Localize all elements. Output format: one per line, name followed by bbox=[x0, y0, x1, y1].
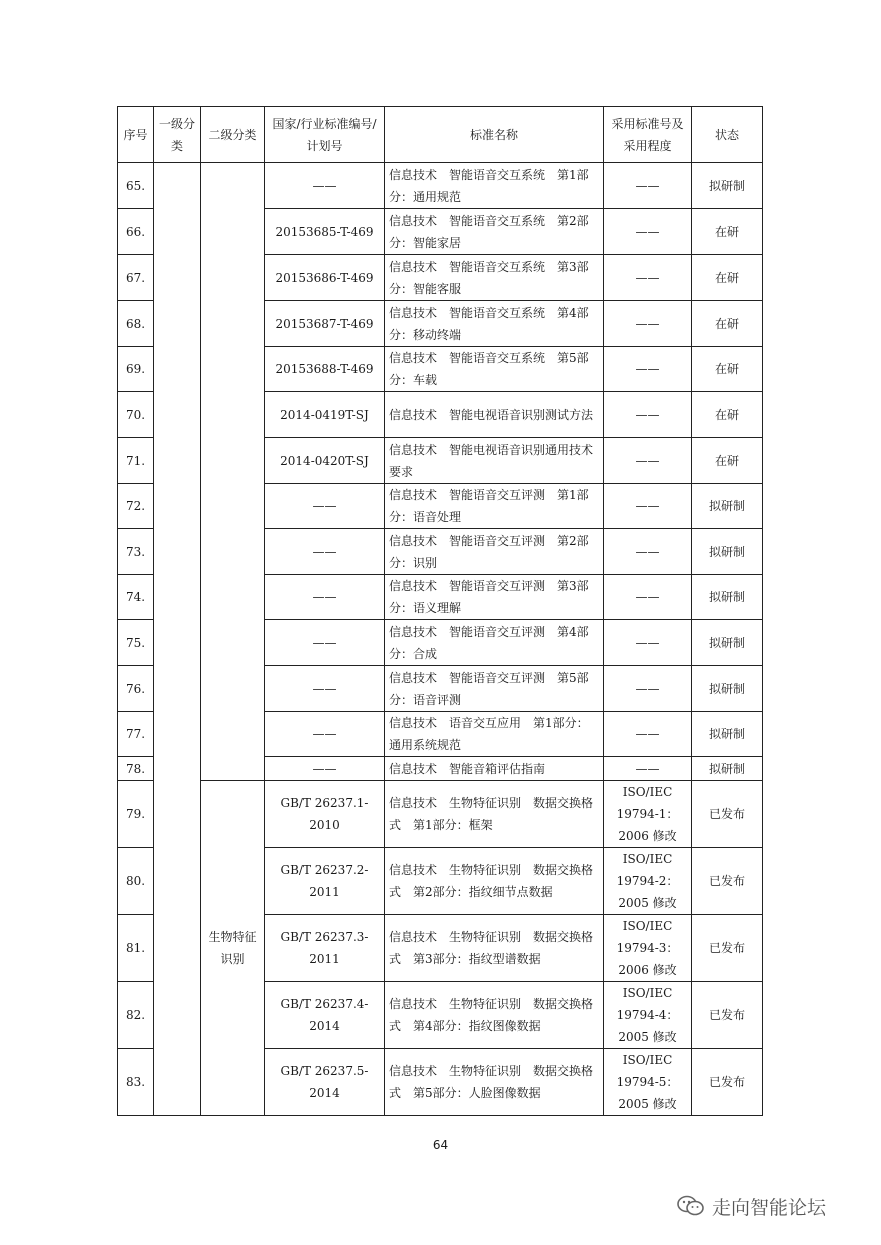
row-name: 信息技术 生物特征识别 数据交换格式 第1部分：框架 bbox=[385, 781, 604, 848]
header-name: 标准名称 bbox=[385, 107, 604, 163]
row-no: 76. bbox=[118, 666, 154, 712]
row-adopt: —— bbox=[604, 392, 692, 438]
row-adopt: —— bbox=[604, 620, 692, 666]
row-no: 82. bbox=[118, 982, 154, 1049]
row-name: 信息技术 智能语音交互系统 第2部分：智能家居 bbox=[385, 209, 604, 255]
row-no: 78. bbox=[118, 757, 154, 781]
row-name: 信息技术 智能语音交互系统 第1部分：通用规范 bbox=[385, 163, 604, 209]
level2-cell: 生物特征识别 bbox=[201, 781, 265, 1116]
row-adopt: —— bbox=[604, 209, 692, 255]
row-adopt: ISO/IEC 19794-5：2005 修改 bbox=[604, 1049, 692, 1116]
level1-cell bbox=[154, 163, 201, 1116]
page-number: 64 bbox=[432, 1138, 449, 1152]
wechat-icon bbox=[676, 1194, 706, 1218]
standards-table bbox=[117, 106, 763, 1116]
row-status: 已发布 bbox=[692, 915, 763, 982]
row-name: 信息技术 生物特征识别 数据交换格式 第4部分：指纹图像数据 bbox=[385, 982, 604, 1049]
row-code: 20153686-T-469 bbox=[265, 255, 385, 301]
row-code: 2014-0420T-SJ bbox=[265, 438, 385, 484]
row-status: 在研 bbox=[692, 347, 763, 392]
row-status: 拟研制 bbox=[692, 163, 763, 209]
row-no: 71. bbox=[118, 438, 154, 484]
row-no: 75. bbox=[118, 620, 154, 666]
row-no: 77. bbox=[118, 712, 154, 757]
row-name: 信息技术 智能语音交互系统 第5部分：车载 bbox=[385, 347, 604, 392]
row-code: —— bbox=[265, 757, 385, 781]
row-status: 在研 bbox=[692, 301, 763, 347]
row-status: 已发布 bbox=[692, 982, 763, 1049]
row-no: 83. bbox=[118, 1049, 154, 1116]
row-status: 拟研制 bbox=[692, 757, 763, 781]
row-code: GB/T 26237.3-2011 bbox=[265, 915, 385, 982]
row-no: 65. bbox=[118, 163, 154, 209]
row-adopt: ISO/IEC 19794-3：2006 修改 bbox=[604, 915, 692, 982]
row-no: 81. bbox=[118, 915, 154, 982]
row-adopt: —— bbox=[604, 301, 692, 347]
row-adopt: —— bbox=[604, 255, 692, 301]
row-name: 信息技术 智能语音交互评测 第1部分：语音处理 bbox=[385, 484, 604, 529]
row-adopt: —— bbox=[604, 757, 692, 781]
row-status: 拟研制 bbox=[692, 620, 763, 666]
row-status: 拟研制 bbox=[692, 575, 763, 620]
row-code: 2014-0419T-SJ bbox=[265, 392, 385, 438]
row-status: 拟研制 bbox=[692, 712, 763, 757]
header-adopt: 采用标准号及采用程度 bbox=[604, 107, 692, 163]
row-status: 拟研制 bbox=[692, 666, 763, 712]
row-code: 20153685-T-469 bbox=[265, 209, 385, 255]
header-level2: 二级分类 bbox=[201, 107, 265, 163]
row-code: GB/T 26237.5-2014 bbox=[265, 1049, 385, 1116]
row-code: —— bbox=[265, 529, 385, 575]
level2-cell bbox=[201, 163, 265, 781]
row-name: 信息技术 生物特征识别 数据交换格式 第3部分：指纹型谱数据 bbox=[385, 915, 604, 982]
row-adopt: —— bbox=[604, 575, 692, 620]
watermark bbox=[676, 1192, 826, 1220]
row-adopt: —— bbox=[604, 347, 692, 392]
row-status: 拟研制 bbox=[692, 484, 763, 529]
table-row bbox=[118, 163, 763, 209]
row-adopt: —— bbox=[604, 484, 692, 529]
row-no: 80. bbox=[118, 848, 154, 915]
row-no: 72. bbox=[118, 484, 154, 529]
row-code: —— bbox=[265, 575, 385, 620]
row-adopt: —— bbox=[604, 438, 692, 484]
row-code: GB/T 26237.2-2011 bbox=[265, 848, 385, 915]
table-row bbox=[118, 781, 763, 848]
row-name: 信息技术 智能语音交互系统 第4部分：移动终端 bbox=[385, 301, 604, 347]
row-adopt: —— bbox=[604, 163, 692, 209]
row-status: 已发布 bbox=[692, 848, 763, 915]
row-no: 66. bbox=[118, 209, 154, 255]
row-code: GB/T 26237.1-2010 bbox=[265, 781, 385, 848]
row-name: 信息技术 智能语音交互评测 第2部分：识别 bbox=[385, 529, 604, 575]
header-no: 序号 bbox=[118, 107, 154, 163]
row-code: —— bbox=[265, 620, 385, 666]
row-code: GB/T 26237.4-2014 bbox=[265, 982, 385, 1049]
row-status: 在研 bbox=[692, 392, 763, 438]
row-code: —— bbox=[265, 163, 385, 209]
row-no: 73. bbox=[118, 529, 154, 575]
row-status: 在研 bbox=[692, 209, 763, 255]
row-no: 70. bbox=[118, 392, 154, 438]
row-adopt: ISO/IEC 19794-4：2005 修改 bbox=[604, 982, 692, 1049]
row-name: 信息技术 智能电视语音识别通用技术要求 bbox=[385, 438, 604, 484]
row-no: 68. bbox=[118, 301, 154, 347]
row-name: 信息技术 智能音箱评估指南 bbox=[385, 757, 604, 781]
row-status: 在研 bbox=[692, 255, 763, 301]
row-adopt: —— bbox=[604, 712, 692, 757]
row-no: 74. bbox=[118, 575, 154, 620]
row-no: 69. bbox=[118, 347, 154, 392]
header-code: 国家/行业标准编号/计划号 bbox=[265, 107, 385, 163]
row-name: 信息技术 智能语音交互系统 第3部分：智能客服 bbox=[385, 255, 604, 301]
row-code: 20153687-T-469 bbox=[265, 301, 385, 347]
header-status: 状态 bbox=[692, 107, 763, 163]
row-status: 拟研制 bbox=[692, 529, 763, 575]
row-adopt: ISO/IEC 19794-2：2005 修改 bbox=[604, 848, 692, 915]
row-name: 信息技术 语音交互应用 第1部分：通用系统规范 bbox=[385, 712, 604, 757]
row-status: 已发布 bbox=[692, 1049, 763, 1116]
row-code: 20153688-T-469 bbox=[265, 347, 385, 392]
row-name: 信息技术 智能语音交互评测 第4部分：合成 bbox=[385, 620, 604, 666]
row-name: 信息技术 生物特征识别 数据交换格式 第5部分：人脸图像数据 bbox=[385, 1049, 604, 1116]
row-no: 79. bbox=[118, 781, 154, 848]
row-name: 信息技术 智能电视语音识别测试方法 bbox=[385, 392, 604, 438]
row-adopt: ISO/IEC 19794-1：2006 修改 bbox=[604, 781, 692, 848]
row-code: —— bbox=[265, 712, 385, 757]
row-code: —— bbox=[265, 666, 385, 712]
row-code: —— bbox=[265, 484, 385, 529]
row-name: 信息技术 智能语音交互评测 第5部分：语音评测 bbox=[385, 666, 604, 712]
row-adopt: —— bbox=[604, 666, 692, 712]
row-status: 已发布 bbox=[692, 781, 763, 848]
row-no: 67. bbox=[118, 255, 154, 301]
watermark-text: 走向智能论坛 bbox=[712, 1196, 827, 1219]
row-name: 信息技术 智能语音交互评测 第3部分：语义理解 bbox=[385, 575, 604, 620]
row-status: 在研 bbox=[692, 438, 763, 484]
row-adopt: —— bbox=[604, 529, 692, 575]
row-name: 信息技术 生物特征识别 数据交换格式 第2部分：指纹细节点数据 bbox=[385, 848, 604, 915]
header-level1: 一级分类 bbox=[154, 107, 201, 163]
